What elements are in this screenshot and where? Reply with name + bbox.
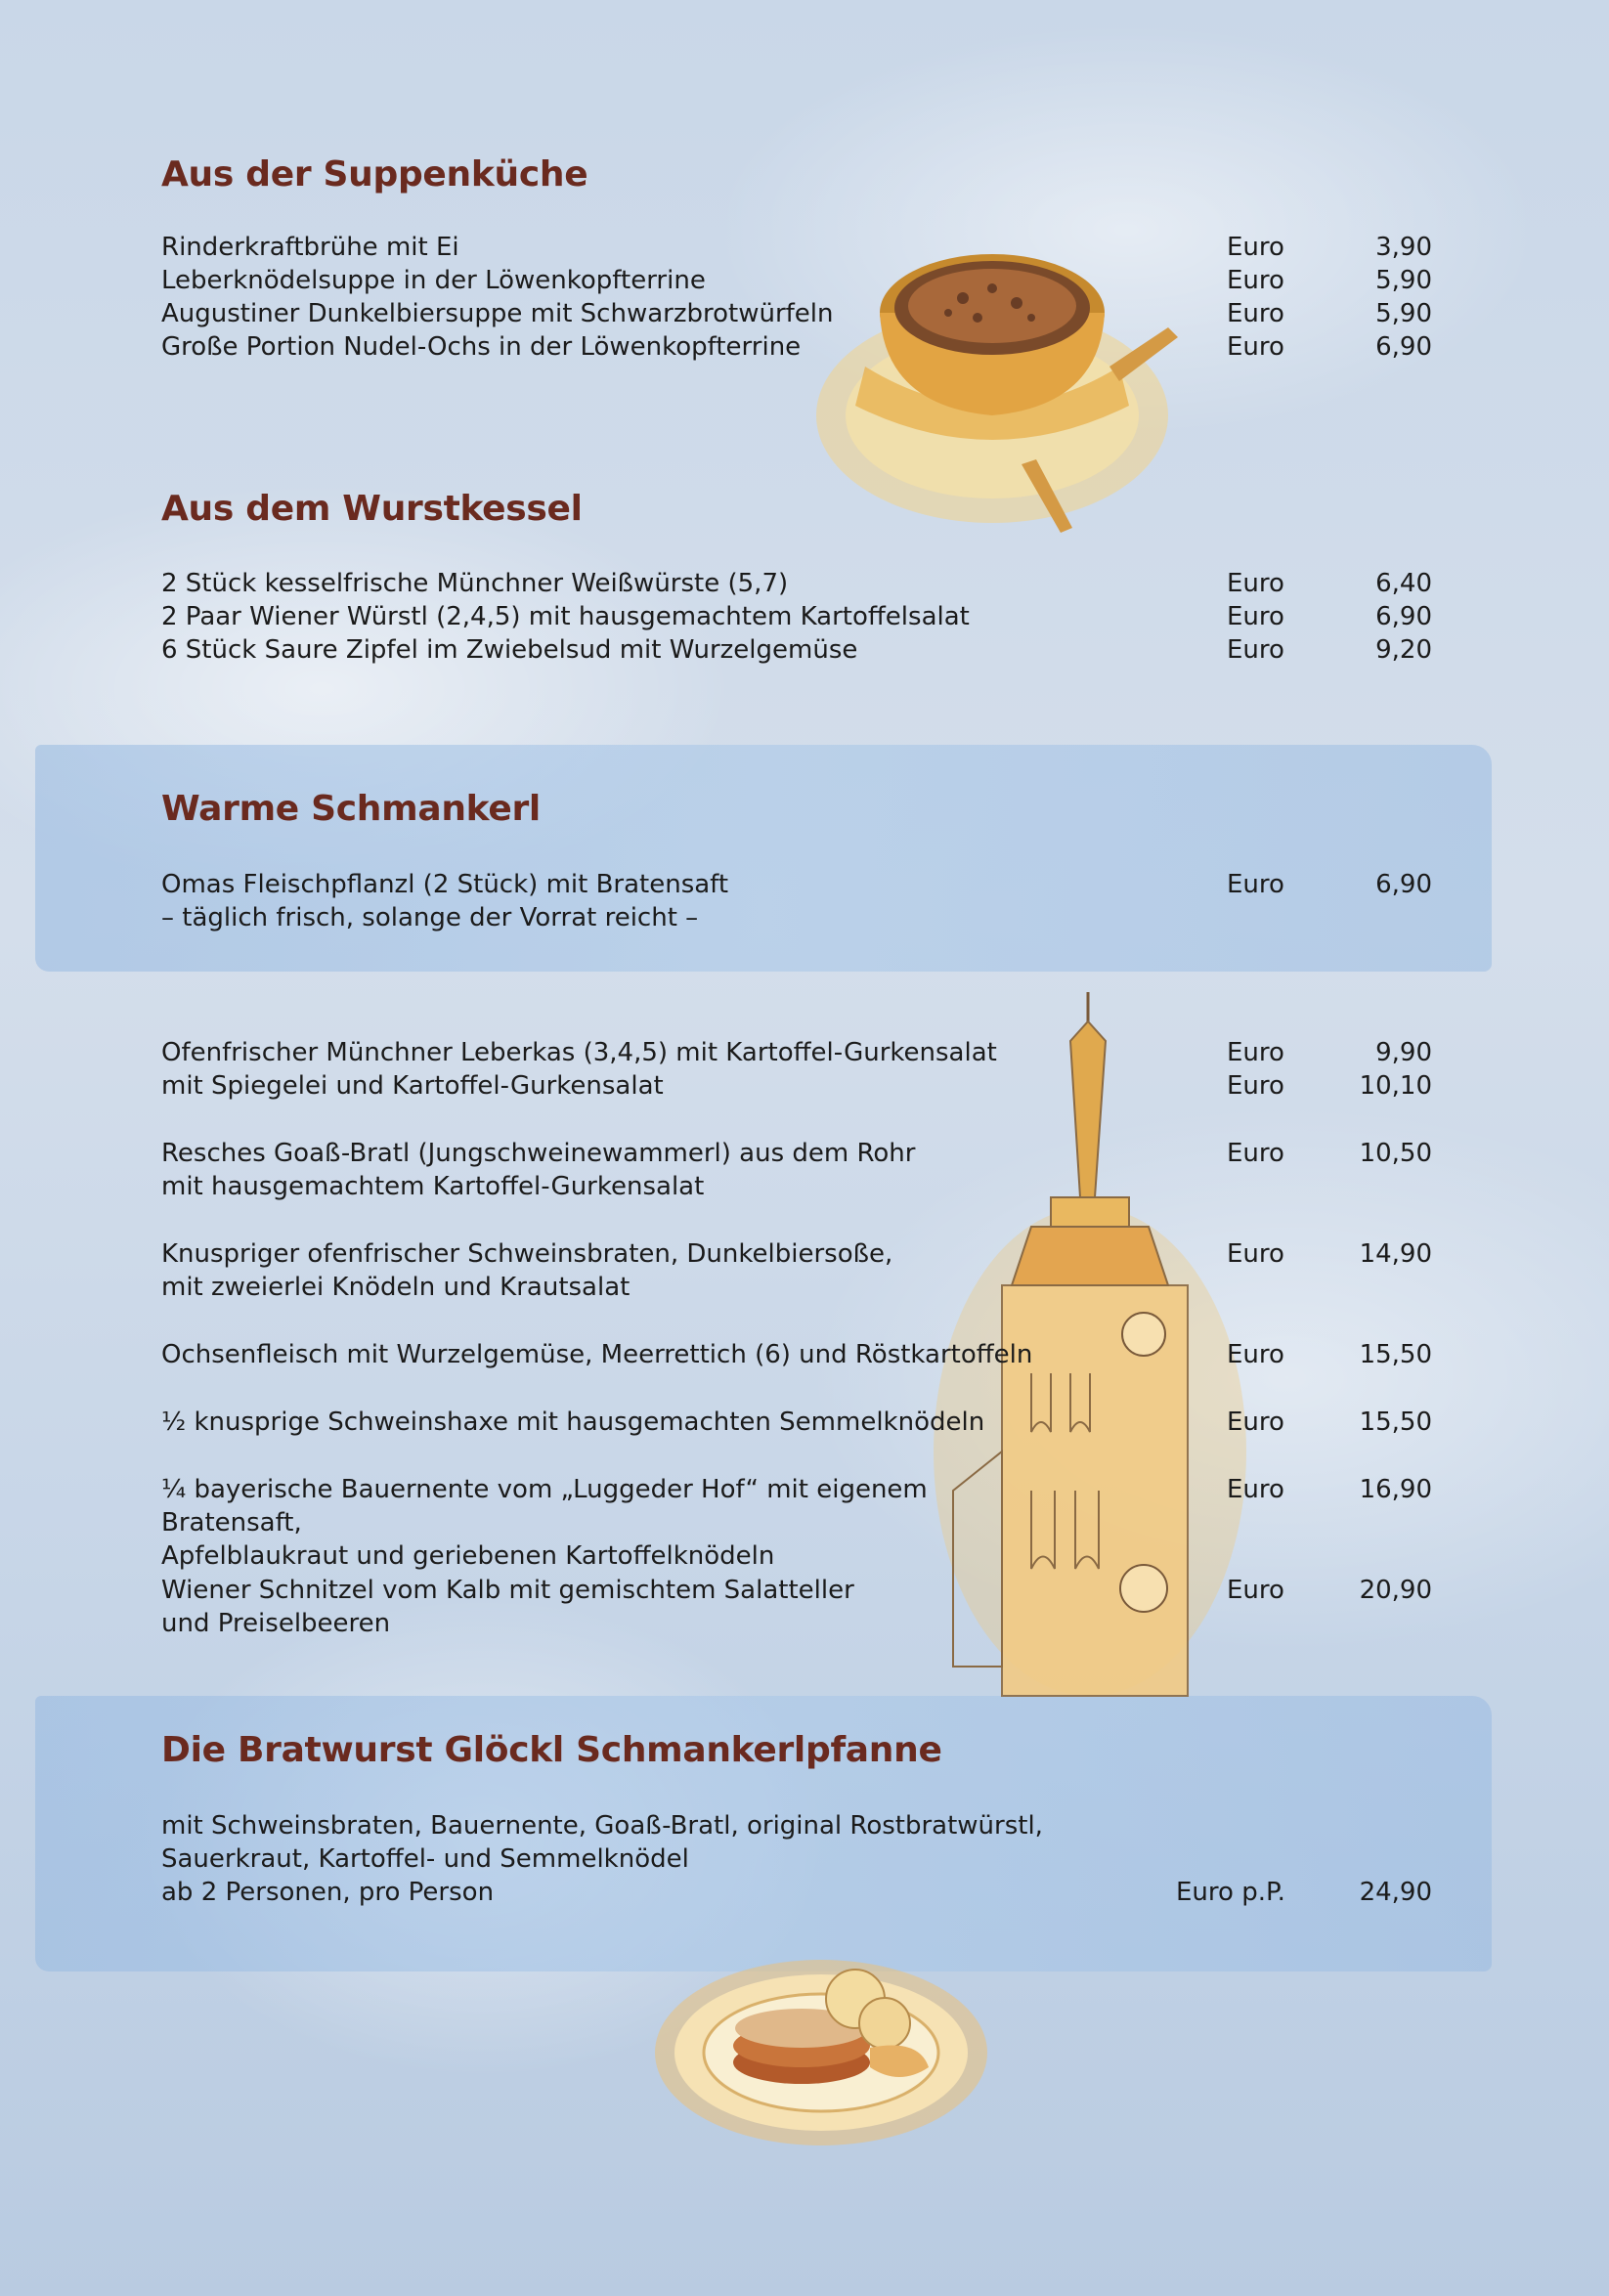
item-name: Resches Goaß-Bratl (Jungschweinewammerl) aus dem Rohr mit hausgemachtem Kartoffel-Gurkensalat — [161, 1139, 916, 1201]
item-name: ¼ bayerische Bauernente vom „Luggeder Hof“ mit eigenem Bratensaft, Apfelblaukraut und geriebenen Kartoffelknödeln — [161, 1475, 928, 1571]
item-price: 20,90 — [1359, 1576, 1432, 1605]
item-price: 15,50 — [1359, 1340, 1432, 1369]
schmankerlpfanne-plate-illustration — [645, 1921, 997, 2155]
item-price: 14,90 — [1359, 1239, 1432, 1269]
item-currency: Euro — [1227, 1038, 1284, 1067]
section-title-wurstkessel: Aus dem Wurstkessel — [161, 489, 583, 529]
item-price: 3,90 — [1375, 233, 1432, 262]
item-currency: Euro p.P. — [1176, 1878, 1285, 1907]
item-name: ½ knusprige Schweinshaxe mit hausgemachten Semmelknödeln — [161, 1408, 985, 1437]
item-currency: Euro — [1227, 1139, 1284, 1168]
item-price: 6,90 — [1375, 602, 1432, 631]
item-name: Leberknödelsuppe in der Löwenkopfterrine — [161, 266, 706, 295]
item-name: Große Portion Nudel-Ochs in der Löwenkopfterrine — [161, 332, 802, 362]
item-name: Omas Fleischpflanzl (2 Stück) mit Bratensaft – täglich frisch, solange der Vorrat reicht – — [161, 870, 729, 932]
item-price: 24,90 — [1359, 1878, 1432, 1907]
item-price: 5,90 — [1375, 299, 1432, 328]
section-title-warme-schmankerl: Warme Schmankerl — [161, 789, 541, 829]
item-price: 6,40 — [1375, 569, 1432, 598]
item-currency: Euro — [1227, 1408, 1284, 1437]
item-currency: Euro — [1227, 266, 1284, 295]
item-currency: Euro — [1227, 1475, 1284, 1504]
item-price: 9,20 — [1375, 635, 1432, 665]
item-price: 10,50 — [1359, 1139, 1432, 1168]
item-price: 9,90 — [1375, 1038, 1432, 1067]
highlight-band-warme — [35, 745, 1492, 972]
item-name: Ochsenfleisch mit Wurzelgemüse, Meerrettich (6) und Röstkartoffeln — [161, 1340, 1033, 1369]
item-price: 16,90 — [1359, 1475, 1432, 1504]
item-name: 6 Stück Saure Zipfel im Zwiebelsud mit Wurzelgemüse — [161, 635, 858, 665]
item-currency: Euro — [1227, 233, 1284, 262]
item-currency: Euro — [1227, 569, 1284, 598]
item-name: Knuspriger ofenfrischer Schweinsbraten, Dunkelbiersoße, mit zweierlei Knödeln und Krautsalat — [161, 1239, 893, 1302]
item-currency: Euro — [1227, 1576, 1284, 1605]
item-price: 6,90 — [1375, 870, 1432, 899]
item-price: 15,50 — [1359, 1408, 1432, 1437]
item-name: mit Schweinsbraten, Bauernente, Goaß-Bratl, original Rostbratwürstl, Sauerkraut, Kartoffel- und Semmelknödel ab 2 Personen, pro Person — [161, 1811, 1043, 1907]
item-currency: Euro — [1227, 299, 1284, 328]
item-currency: Euro — [1227, 332, 1284, 362]
item-currency: Euro — [1227, 1239, 1284, 1269]
item-price: 6,90 — [1375, 332, 1432, 362]
item-currency: Euro — [1227, 1340, 1284, 1369]
item-price: 5,90 — [1375, 266, 1432, 295]
item-name: 2 Stück kesselfrische Münchner Weißwürste (5,7) — [161, 569, 789, 598]
item-name: Rinderkraftbrühe mit Ei — [161, 233, 459, 262]
section-title-suppenkueche: Aus der Suppenküche — [161, 154, 588, 195]
section-title-schmankerlpfanne: Die Bratwurst Glöckl Schmankerlpfanne — [161, 1730, 942, 1770]
item-currency: Euro — [1227, 602, 1284, 631]
item-currency: Euro — [1227, 1071, 1284, 1101]
item-name: Wiener Schnitzel vom Kalb mit gemischtem Salatteller und Preiselbeeren — [161, 1576, 854, 1638]
item-price: 10,10 — [1359, 1071, 1432, 1101]
item-currency: Euro — [1227, 870, 1284, 899]
item-name: Augustiner Dunkelbiersuppe mit Schwarzbrotwürfeln — [161, 299, 834, 328]
item-name: 2 Paar Wiener Würstl (2,4,5) mit hausgemachtem Kartoffelsalat — [161, 602, 970, 631]
item-name: Ofenfrischer Münchner Leberkas (3,4,5) mit Kartoffel-Gurkensalat — [161, 1038, 997, 1067]
item-name: mit Spiegelei und Kartoffel-Gurkensalat — [161, 1071, 664, 1101]
item-currency: Euro — [1227, 635, 1284, 665]
